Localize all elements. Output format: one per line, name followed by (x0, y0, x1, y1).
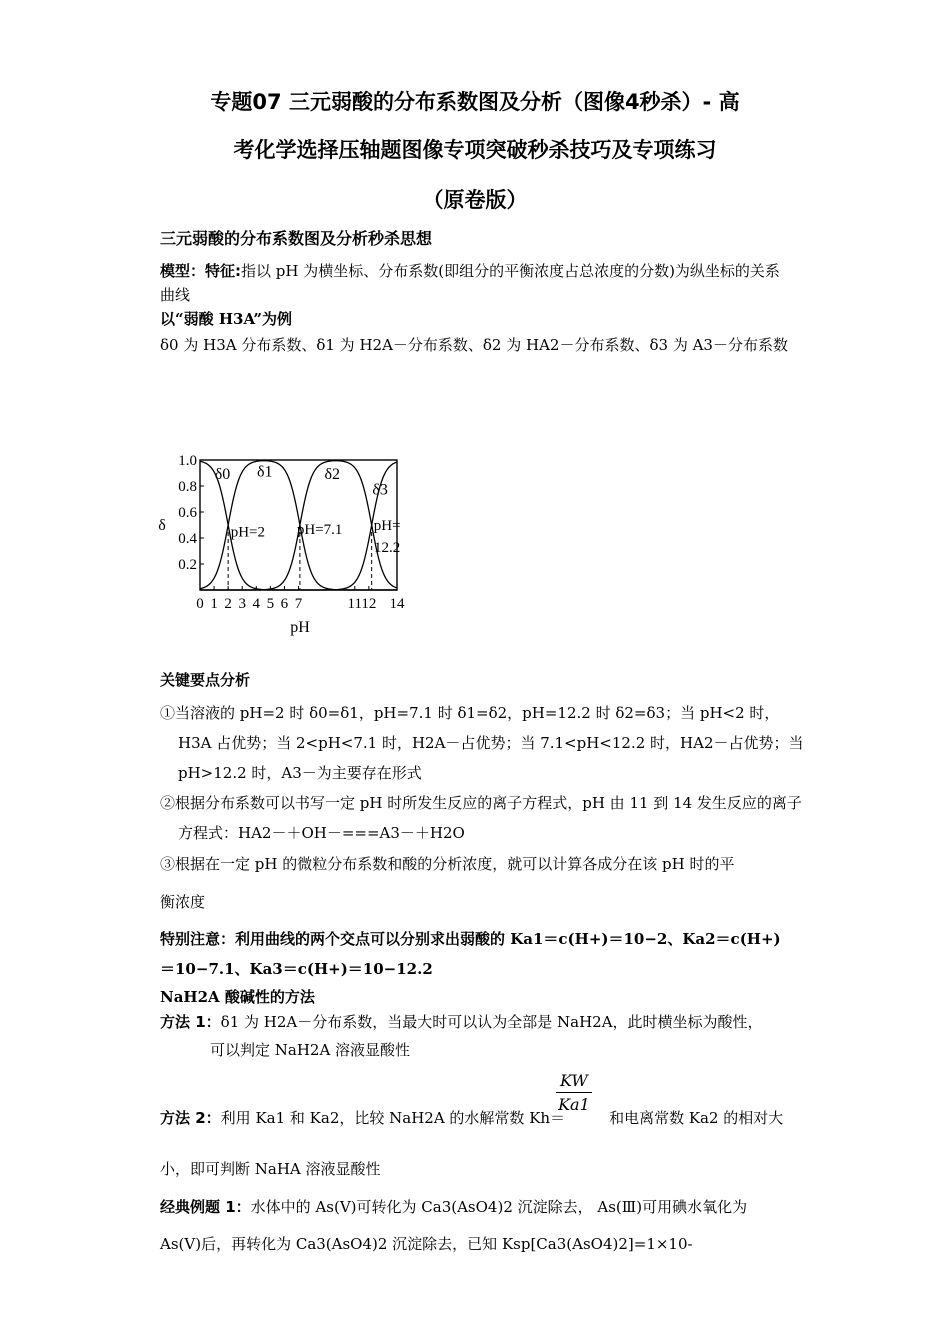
model-label: 模型：特征: (160, 262, 241, 280)
doc-title-line1: 专题07 三元弱酸的分布系数图及分析（图像4秒杀）- 高 (210, 90, 740, 114)
fraction-denominator: Ka1 (558, 1095, 590, 1114)
method1-line2: 可以判定 NaH2A 溶液显酸性 (210, 1041, 411, 1059)
example1-line2: As(V)后，再转化为 Ca3(AsO4)2 沉淀除去，已知 Ksp[Ca3(AsO4)2]=1×10- (160, 1235, 693, 1253)
key-point-1: ①当溶液的 pH=2 时 δ0=δ1，pH=7.1 时 δ1=δ2，pH=12.2 时 δ2=δ3；当 pH<2 时，H3A 占优势；当 2<pH<7.1 时，H2A－占优势；当 7.1<pH<12.2 时，HA2－占优势；当 pH>12.2 时，A3－为主要存在形式 (160, 704, 804, 782)
special-note: 特别注意：利用曲线的两个交点可以分别求出弱酸的 Ka1＝c(H+)＝10−2、Ka2＝c(H+)＝10−7.1、Ka3＝c(H+)＝10−12.2 (160, 930, 781, 978)
series-label: δ0 (214, 466, 231, 483)
model-text: 指以 pH 为横坐标、分布系数(即组分的平衡浓度占总浓度的分数)为纵坐标的关系曲线 (160, 262, 780, 304)
series-label: δ1 (256, 463, 273, 481)
nah2a-heading: NaH2A 酸碱性的方法 (160, 988, 315, 1006)
y-tick-label: 1.0 (178, 453, 197, 469)
x-tick-label: 12 (361, 596, 377, 612)
x-tick-label: 2 (224, 596, 232, 612)
method1-text: δ1 为 H2A－分布系数，当最大时可以认为全部是 NaH2A，此时横坐标为酸性， (220, 1013, 763, 1031)
distribution-chart (150, 448, 420, 640)
key-point-3b: 衡浓度 (160, 893, 206, 911)
delta-definitions: δ0 为 H3A 分布系数、δ1 为 H2A－分布系数、δ2 为 HA2－分布系数、δ3 为 A3－分布系数 (160, 336, 788, 354)
key-point-2: ②根据分布系数可以书写一定 pH 时所发生反应的离子方程式，pH 由 11 到 14 发生反应的离子方程式：HA2－＋OH－===A3－＋H2O (160, 794, 802, 842)
doc-title-line3: （原卷版） (422, 188, 528, 212)
method2-text-after: 和电离常数 Ka2 的相对大 (609, 1109, 784, 1127)
y-tick-label: 0.2 (178, 557, 197, 573)
method2-text: 利用 Ka1 和 Ka2，比较 NaH2A 的水解常数 Kh＝ (220, 1109, 566, 1127)
x-tick-label: 4 (252, 596, 261, 612)
section-heading: 三元弱酸的分布系数图及分析秒杀思想 (160, 229, 433, 248)
x-tick-label: 0 (196, 596, 204, 612)
example-title: 以“弱酸 H3A”为例 (160, 310, 292, 328)
model-paragraph (160, 259, 792, 307)
key-point-3a: ③根据在一定 pH 的微粒分布系数和酸的分析浓度，就可以计算各成分在该 pH 时的平 (160, 855, 735, 873)
example1-line1 (160, 1195, 792, 1219)
ph-annotation: 12.2 (374, 540, 401, 557)
key-points-heading: 关键要点分析 (160, 671, 251, 689)
fraction-numerator: KW (556, 1070, 592, 1093)
series-label: δ2 (324, 466, 341, 483)
x-tick-label: 11 (347, 596, 363, 612)
ph-annotation: pH=7.1 (296, 521, 343, 538)
x-axis-label: pH (290, 619, 310, 636)
doc-title-line2: 考化学选择压轴题图像专项突破秒杀技巧及专项练习 (233, 138, 717, 162)
series-label: δ3 (372, 481, 388, 499)
method2-line2: 小，即可判断 NaHA 溶液显酸性 (160, 1160, 381, 1178)
x-tick-label: 7 (294, 596, 303, 612)
x-tick-label: 3 (238, 596, 246, 612)
y-tick-label: 0.4 (178, 531, 197, 547)
method2-line1 (160, 1106, 800, 1130)
example1-label: 经典例题 1： (160, 1198, 251, 1216)
x-tick-label: 14 (389, 596, 405, 612)
x-tick-label: 6 (280, 596, 289, 612)
method2-label: 方法 2： (160, 1109, 221, 1127)
y-axis-label: δ (158, 517, 166, 534)
method1-line1 (160, 1010, 792, 1034)
ph-annotation: pH= (373, 518, 401, 534)
y-tick-label: 0.8 (178, 479, 197, 495)
y-tick-label: 0.6 (178, 505, 197, 521)
method1-label: 方法 1： (160, 1013, 221, 1031)
example1-text: 水体中的 As(V)可转化为 Ca3(AsO4)2 沉淀除去， As(Ⅲ)可用碘水氧化为 (250, 1198, 748, 1216)
ph-annotation: pH=2 (230, 524, 265, 541)
x-tick-label: 5 (266, 596, 275, 612)
x-tick-label: 1 (210, 596, 218, 612)
